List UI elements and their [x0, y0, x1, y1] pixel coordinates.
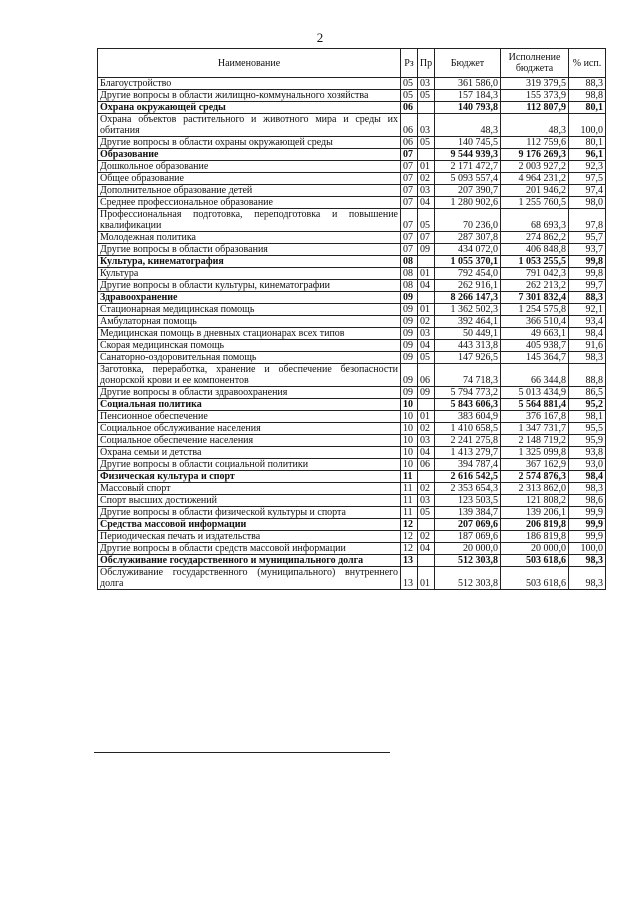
row-execution: 503 618,6	[501, 555, 569, 567]
row-execution: 2 148 719,2	[501, 435, 569, 447]
table-header-row	[98, 49, 606, 78]
row-name: Другие вопросы в области образования	[98, 244, 401, 256]
row-section-code: 09	[401, 292, 418, 304]
row-execution: 2 313 862,0	[501, 483, 569, 495]
row-execution: 5 013 434,9	[501, 387, 569, 399]
row-budget: 2 241 275,8	[435, 435, 501, 447]
row-execution: 121 808,2	[501, 495, 569, 507]
row-budget: 2 616 542,5	[435, 471, 501, 483]
row-budget: 434 072,0	[435, 244, 501, 256]
row-name: Спорт высших достижений	[98, 495, 401, 507]
row-subsection-code: 03	[418, 495, 435, 507]
row-execution: 366 510,4	[501, 316, 569, 328]
table-row	[98, 244, 606, 256]
table-section-row	[98, 519, 606, 531]
row-section-code: 11	[401, 471, 418, 483]
row-budget: 50 449,1	[435, 328, 501, 340]
row-subsection-code: 05	[418, 352, 435, 364]
row-budget: 792 454,0	[435, 268, 501, 280]
table-row	[98, 232, 606, 244]
row-budget: 361 586,0	[435, 78, 501, 90]
row-percent: 88,3	[569, 292, 606, 304]
row-name: Физическая культура и спорт	[98, 471, 401, 483]
row-percent: 92,1	[569, 304, 606, 316]
row-subsection-code: 03	[418, 78, 435, 90]
row-section-code: 07	[401, 232, 418, 244]
row-subsection-code: 01	[418, 304, 435, 316]
row-section-code: 06	[401, 102, 418, 114]
header-budget: Бюджет	[435, 49, 501, 78]
row-percent: 98,4	[569, 471, 606, 483]
row-execution: 48,3	[501, 114, 569, 137]
row-execution: 503 618,6	[501, 567, 569, 590]
row-name: Скорая медицинская помощь	[98, 340, 401, 352]
row-subsection-code: 04	[418, 543, 435, 555]
row-budget: 1 362 502,3	[435, 304, 501, 316]
table-section-row	[98, 256, 606, 268]
row-name: Массовый спорт	[98, 483, 401, 495]
row-section-code: 09	[401, 328, 418, 340]
table-section-row	[98, 471, 606, 483]
table-row	[98, 78, 606, 90]
row-execution: 406 848,8	[501, 244, 569, 256]
row-subsection-code: 01	[418, 268, 435, 280]
row-subsection-code: 04	[418, 197, 435, 209]
row-name: Охрана объектов растительного и животного мира и среды их обитания	[98, 114, 401, 137]
table-row	[98, 340, 606, 352]
table-section-row	[98, 102, 606, 114]
row-section-code: 09	[401, 316, 418, 328]
row-execution: 1 325 099,8	[501, 447, 569, 459]
row-percent: 88,8	[569, 364, 606, 387]
row-percent: 97,5	[569, 173, 606, 185]
row-execution: 405 938,7	[501, 340, 569, 352]
row-section-code: 12	[401, 531, 418, 543]
row-budget: 140 793,8	[435, 102, 501, 114]
row-percent: 99,7	[569, 280, 606, 292]
row-subsection-code: 04	[418, 447, 435, 459]
row-budget: 20 000,0	[435, 543, 501, 555]
row-subsection-code: 02	[418, 316, 435, 328]
row-name: Дошкольное образование	[98, 161, 401, 173]
row-execution: 112 759,6	[501, 137, 569, 149]
row-subsection-code: 09	[418, 244, 435, 256]
row-budget: 70 236,0	[435, 209, 501, 232]
row-budget: 383 604,9	[435, 411, 501, 423]
table-row	[98, 531, 606, 543]
row-subsection-code	[418, 519, 435, 531]
row-name: Пенсионное обеспечение	[98, 411, 401, 423]
row-name: Другие вопросы в области здравоохранения	[98, 387, 401, 399]
row-subsection-code: 01	[418, 411, 435, 423]
row-percent: 80,1	[569, 137, 606, 149]
row-budget: 123 503,5	[435, 495, 501, 507]
row-name: Обслуживание государственного и муниципального долга	[98, 555, 401, 567]
row-execution: 155 373,9	[501, 90, 569, 102]
row-budget: 147 926,5	[435, 352, 501, 364]
row-execution: 5 564 881,4	[501, 399, 569, 411]
row-subsection-code: 01	[418, 567, 435, 590]
table-row	[98, 137, 606, 149]
row-name: Другие вопросы в области охраны окружающей среды	[98, 137, 401, 149]
table-row	[98, 459, 606, 471]
row-section-code: 10	[401, 435, 418, 447]
row-name: Здравоохранение	[98, 292, 401, 304]
row-section-code: 08	[401, 280, 418, 292]
row-percent: 93,0	[569, 459, 606, 471]
table-row	[98, 304, 606, 316]
table-row	[98, 328, 606, 340]
row-name: Общее образование	[98, 173, 401, 185]
table-row	[98, 209, 606, 232]
row-subsection-code: 05	[418, 209, 435, 232]
row-execution: 376 167,8	[501, 411, 569, 423]
row-section-code: 13	[401, 567, 418, 590]
row-execution: 145 364,7	[501, 352, 569, 364]
table-row	[98, 316, 606, 328]
row-budget: 443 313,8	[435, 340, 501, 352]
row-percent: 97,4	[569, 185, 606, 197]
row-name: Культура, кинематография	[98, 256, 401, 268]
row-subsection-code	[418, 149, 435, 161]
table-row	[98, 387, 606, 399]
row-name: Периодическая печать и издательства	[98, 531, 401, 543]
row-percent: 99,8	[569, 256, 606, 268]
row-percent: 98,3	[569, 567, 606, 590]
table-row	[98, 114, 606, 137]
row-name: Другие вопросы в области культуры, кинематографии	[98, 280, 401, 292]
row-name: Социальная политика	[98, 399, 401, 411]
row-subsection-code	[418, 102, 435, 114]
row-execution: 319 379,5	[501, 78, 569, 90]
row-percent: 95,5	[569, 423, 606, 435]
row-section-code: 07	[401, 244, 418, 256]
row-name: Социальное обслуживание населения	[98, 423, 401, 435]
row-budget: 5 093 557,4	[435, 173, 501, 185]
row-percent: 91,6	[569, 340, 606, 352]
row-section-code: 10	[401, 459, 418, 471]
row-budget: 187 069,6	[435, 531, 501, 543]
row-section-code: 08	[401, 256, 418, 268]
row-budget: 392 464,1	[435, 316, 501, 328]
row-execution: 49 663,1	[501, 328, 569, 340]
row-subsection-code: 01	[418, 161, 435, 173]
row-section-code: 12	[401, 543, 418, 555]
row-section-code: 09	[401, 387, 418, 399]
row-name: Другие вопросы в области жилищно-коммунального хозяйства	[98, 90, 401, 102]
row-section-code: 06	[401, 114, 418, 137]
row-budget: 74 718,3	[435, 364, 501, 387]
row-subsection-code	[418, 399, 435, 411]
row-percent: 98,3	[569, 555, 606, 567]
row-percent: 93,8	[569, 447, 606, 459]
row-subsection-code: 02	[418, 173, 435, 185]
row-section-code: 13	[401, 555, 418, 567]
row-name: Образование	[98, 149, 401, 161]
table-row	[98, 543, 606, 555]
row-budget: 8 266 147,3	[435, 292, 501, 304]
table-row	[98, 161, 606, 173]
row-percent: 100,0	[569, 114, 606, 137]
row-subsection-code: 06	[418, 364, 435, 387]
row-execution: 367 162,9	[501, 459, 569, 471]
page-number: 2	[316, 30, 324, 45]
row-percent: 88,3	[569, 78, 606, 90]
row-execution: 66 344,8	[501, 364, 569, 387]
row-execution: 4 964 231,2	[501, 173, 569, 185]
row-subsection-code: 02	[418, 531, 435, 543]
row-budget: 262 916,1	[435, 280, 501, 292]
table-row	[98, 352, 606, 364]
table-row	[98, 567, 606, 590]
row-execution: 7 301 832,4	[501, 292, 569, 304]
header-percent: % исп.	[569, 49, 606, 78]
row-name: Медицинская помощь в дневных стационарах всех типов	[98, 328, 401, 340]
row-subsection-code: 05	[418, 507, 435, 519]
row-budget: 1 413 279,7	[435, 447, 501, 459]
row-section-code: 07	[401, 197, 418, 209]
row-budget: 207 390,7	[435, 185, 501, 197]
row-section-code: 10	[401, 411, 418, 423]
row-section-code: 05	[401, 78, 418, 90]
footer-divider-line	[94, 752, 390, 753]
header-name: Наименование	[98, 49, 401, 78]
row-percent: 99,9	[569, 507, 606, 519]
table-section-row	[98, 292, 606, 304]
row-subsection-code: 03	[418, 435, 435, 447]
row-name: Амбулаторная помощь	[98, 316, 401, 328]
row-percent: 98,8	[569, 90, 606, 102]
row-section-code: 09	[401, 304, 418, 316]
row-budget: 1 055 370,1	[435, 256, 501, 268]
row-section-code: 09	[401, 340, 418, 352]
row-budget: 5 794 773,2	[435, 387, 501, 399]
table-row	[98, 435, 606, 447]
row-execution: 274 862,2	[501, 232, 569, 244]
row-section-code: 12	[401, 519, 418, 531]
row-subsection-code	[418, 292, 435, 304]
row-name: Обслуживание государственного (муниципального) внутреннего долга	[98, 567, 401, 590]
row-name: Другие вопросы в области социальной политики	[98, 459, 401, 471]
row-subsection-code: 05	[418, 90, 435, 102]
row-budget: 2 171 472,7	[435, 161, 501, 173]
row-subsection-code: 03	[418, 185, 435, 197]
row-budget: 157 184,3	[435, 90, 501, 102]
row-subsection-code	[418, 471, 435, 483]
table-row	[98, 173, 606, 185]
row-section-code: 10	[401, 399, 418, 411]
row-subsection-code: 03	[418, 114, 435, 137]
row-name: Молодежная политика	[98, 232, 401, 244]
row-subsection-code: 03	[418, 328, 435, 340]
row-budget: 139 384,7	[435, 507, 501, 519]
row-section-code: 11	[401, 483, 418, 495]
row-percent: 100,0	[569, 543, 606, 555]
row-name: Охрана семьи и детства	[98, 447, 401, 459]
row-subsection-code	[418, 555, 435, 567]
table-row	[98, 197, 606, 209]
row-execution: 68 693,3	[501, 209, 569, 232]
row-section-code: 11	[401, 507, 418, 519]
row-percent: 98,3	[569, 352, 606, 364]
row-name: Другие вопросы в области физической культуры и спорта	[98, 507, 401, 519]
row-subsection-code: 02	[418, 483, 435, 495]
row-name: Санаторно-оздоровительная помощь	[98, 352, 401, 364]
row-execution: 139 206,1	[501, 507, 569, 519]
row-section-code: 07	[401, 173, 418, 185]
row-section-code: 07	[401, 149, 418, 161]
row-percent: 80,1	[569, 102, 606, 114]
row-name: Средства массовой информации	[98, 519, 401, 531]
table-row	[98, 483, 606, 495]
row-percent: 95,2	[569, 399, 606, 411]
row-name: Стационарная медицинская помощь	[98, 304, 401, 316]
row-section-code: 09	[401, 364, 418, 387]
row-name: Охрана окружающей среды	[98, 102, 401, 114]
row-execution: 1 053 255,5	[501, 256, 569, 268]
row-execution: 262 213,2	[501, 280, 569, 292]
row-budget: 2 353 654,3	[435, 483, 501, 495]
header-rz: Рз	[401, 49, 418, 78]
row-name: Культура	[98, 268, 401, 280]
row-percent: 99,9	[569, 531, 606, 543]
row-percent: 99,9	[569, 519, 606, 531]
table-row	[98, 423, 606, 435]
row-percent: 98,3	[569, 483, 606, 495]
row-execution: 1 347 731,7	[501, 423, 569, 435]
row-percent: 98,6	[569, 495, 606, 507]
table-row	[98, 280, 606, 292]
row-subsection-code: 06	[418, 459, 435, 471]
table-row	[98, 364, 606, 387]
table-row	[98, 507, 606, 519]
row-percent: 98,1	[569, 411, 606, 423]
row-execution: 791 042,3	[501, 268, 569, 280]
row-percent: 97,8	[569, 209, 606, 232]
table-section-row	[98, 399, 606, 411]
row-execution: 1 255 760,5	[501, 197, 569, 209]
row-name: Профессиональная подготовка, переподготовка и повышение квалификации	[98, 209, 401, 232]
row-budget: 512 303,8	[435, 555, 501, 567]
row-section-code: 11	[401, 495, 418, 507]
row-section-code: 07	[401, 161, 418, 173]
row-execution: 206 819,8	[501, 519, 569, 531]
row-execution: 186 819,8	[501, 531, 569, 543]
table-row	[98, 268, 606, 280]
row-budget: 1 410 658,5	[435, 423, 501, 435]
row-execution: 112 807,9	[501, 102, 569, 114]
row-name: Благоустройство	[98, 78, 401, 90]
row-percent: 98,4	[569, 328, 606, 340]
table-row	[98, 411, 606, 423]
row-name: Заготовка, переработка, хранение и обеспечение безопасности донорской крови и ее компонентов	[98, 364, 401, 387]
row-percent: 95,7	[569, 232, 606, 244]
row-percent: 99,8	[569, 268, 606, 280]
row-section-code: 07	[401, 209, 418, 232]
row-section-code: 08	[401, 268, 418, 280]
table-section-row	[98, 149, 606, 161]
row-budget: 512 303,8	[435, 567, 501, 590]
row-percent: 92,3	[569, 161, 606, 173]
row-section-code: 10	[401, 447, 418, 459]
row-name: Другие вопросы в области средств массовой информации	[98, 543, 401, 555]
row-budget: 140 745,5	[435, 137, 501, 149]
row-execution: 201 946,2	[501, 185, 569, 197]
row-percent: 86,5	[569, 387, 606, 399]
row-subsection-code: 04	[418, 280, 435, 292]
table-row	[98, 90, 606, 102]
row-execution: 2 003 927,2	[501, 161, 569, 173]
row-section-code: 07	[401, 185, 418, 197]
table-row	[98, 495, 606, 507]
row-percent: 95,9	[569, 435, 606, 447]
table-section-row	[98, 555, 606, 567]
table-row	[98, 447, 606, 459]
row-subsection-code: 02	[418, 423, 435, 435]
row-execution: 1 254 575,8	[501, 304, 569, 316]
row-subsection-code: 09	[418, 387, 435, 399]
header-execution: Исполнение бюджета	[501, 49, 569, 78]
row-subsection-code: 04	[418, 340, 435, 352]
row-budget: 207 069,6	[435, 519, 501, 531]
row-section-code: 10	[401, 423, 418, 435]
budget-execution-table	[97, 48, 606, 590]
table-row	[98, 185, 606, 197]
row-name: Социальное обеспечение населения	[98, 435, 401, 447]
row-percent: 96,1	[569, 149, 606, 161]
row-budget: 5 843 606,3	[435, 399, 501, 411]
row-section-code: 05	[401, 90, 418, 102]
row-budget: 48,3	[435, 114, 501, 137]
row-percent: 93,7	[569, 244, 606, 256]
row-name: Среднее профессиональное образование	[98, 197, 401, 209]
row-percent: 98,0	[569, 197, 606, 209]
row-execution: 20 000,0	[501, 543, 569, 555]
row-name: Дополнительное образование детей	[98, 185, 401, 197]
row-budget: 287 307,8	[435, 232, 501, 244]
row-subsection-code: 07	[418, 232, 435, 244]
row-budget: 394 787,4	[435, 459, 501, 471]
row-section-code: 06	[401, 137, 418, 149]
row-budget: 1 280 902,6	[435, 197, 501, 209]
row-execution: 9 176 269,3	[501, 149, 569, 161]
row-budget: 9 544 939,3	[435, 149, 501, 161]
row-percent: 93,4	[569, 316, 606, 328]
row-subsection-code	[418, 256, 435, 268]
row-section-code: 09	[401, 352, 418, 364]
row-subsection-code: 05	[418, 137, 435, 149]
header-pr: Пр	[418, 49, 435, 78]
row-execution: 2 574 876,3	[501, 471, 569, 483]
